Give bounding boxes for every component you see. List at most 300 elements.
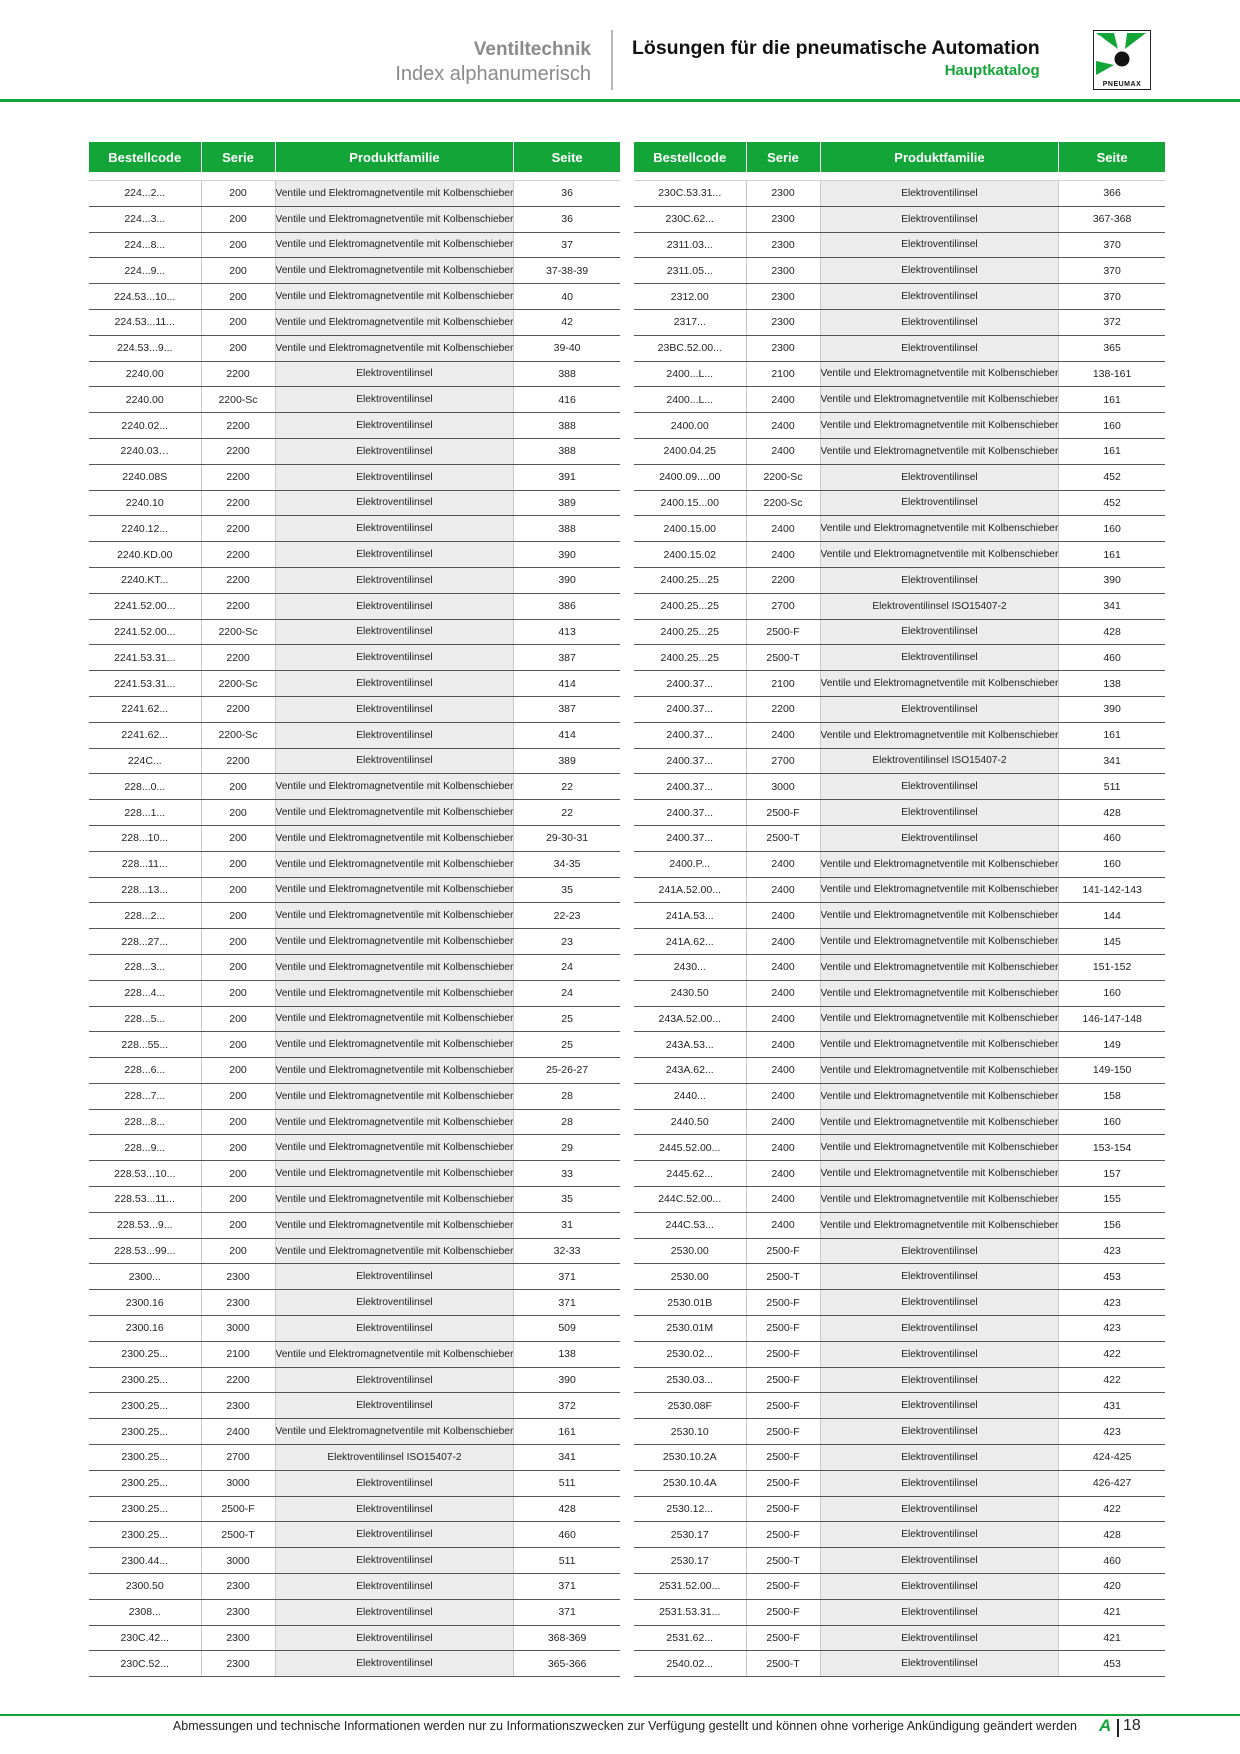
cell-page: 366	[1059, 181, 1165, 207]
cell-family: Elektroventilinsel	[820, 1548, 1059, 1574]
cell-code: 230C.62...	[634, 206, 746, 232]
cell-page: 388	[514, 361, 620, 387]
cell-series: 3000	[201, 1470, 275, 1496]
cell-series: 2300	[201, 1574, 275, 1600]
table-row	[634, 1341, 1165, 1367]
table-row	[89, 542, 620, 568]
cell-series: 200	[201, 1083, 275, 1109]
cell-code: 228...1...	[89, 800, 201, 826]
cell-page: 28	[514, 1109, 620, 1135]
table-row	[634, 1058, 1165, 1084]
cell-code: 228...13...	[89, 877, 201, 903]
cell-code: 2240.10	[89, 490, 201, 516]
cell-series: 200	[201, 1006, 275, 1032]
cell-series: 2200-Sc	[201, 387, 275, 413]
page-header	[0, 0, 1240, 104]
cell-page: 151-152	[1059, 954, 1165, 980]
cell-family: Elektroventilinsel	[820, 1651, 1059, 1677]
table-row	[89, 258, 620, 284]
cell-family: Elektroventilinsel	[820, 284, 1059, 310]
cell-code: 2308...	[89, 1599, 201, 1625]
table-row	[89, 1238, 620, 1264]
cell-family: Elektroventilinsel	[275, 567, 514, 593]
cell-series: 2400	[746, 903, 820, 929]
catalog-subtitle: Hauptkatalog	[944, 62, 1040, 79]
cell-code: 2400.P...	[634, 851, 746, 877]
logo-mark-icon	[1094, 31, 1149, 79]
cell-page: 387	[514, 696, 620, 722]
cell-page: 161	[514, 1419, 620, 1445]
cell-page: 422	[1059, 1496, 1165, 1522]
cell-page: 29	[514, 1135, 620, 1161]
cell-family: Ventile und Elektromagnetventile mit Kolbenschieber	[820, 877, 1059, 903]
cell-family: Ventile und Elektromagnetventile mit Kolbenschieber	[275, 774, 514, 800]
cell-series: 2200	[201, 748, 275, 774]
column-header-series: Serie	[746, 142, 820, 172]
cell-page: 33	[514, 1161, 620, 1187]
cell-family: Ventile und Elektromagnetventile mit Kolbenschieber	[275, 954, 514, 980]
cell-page: 423	[1059, 1238, 1165, 1264]
cell-code: 244C.52.00...	[634, 1187, 746, 1213]
cell-code: 2400.04.25	[634, 438, 746, 464]
cell-code: 241A.53...	[634, 903, 746, 929]
table-row	[634, 1470, 1165, 1496]
cell-page: 29-30-31	[514, 825, 620, 851]
cell-page: 36	[514, 206, 620, 232]
cell-page: 341	[1059, 748, 1165, 774]
cell-code: 2400.37...	[634, 800, 746, 826]
cell-code: 228.53...9...	[89, 1212, 201, 1238]
table-row	[89, 1522, 620, 1548]
table-row	[634, 232, 1165, 258]
cell-code: 2445.52.00...	[634, 1135, 746, 1161]
cell-family: Ventile und Elektromagnetventile mit Kolbenschieber	[820, 516, 1059, 542]
cell-page: 25	[514, 1006, 620, 1032]
cell-series: 200	[201, 1109, 275, 1135]
cell-code: 2240.08S	[89, 464, 201, 490]
cell-series: 2500-T	[746, 1264, 820, 1290]
cell-series: 2500-F	[746, 1290, 820, 1316]
cell-family: Elektroventilinsel	[820, 1264, 1059, 1290]
cell-series: 2200	[201, 490, 275, 516]
cell-page: 431	[1059, 1393, 1165, 1419]
cell-page: 25-26-27	[514, 1058, 620, 1084]
cell-code: 2530.10.2A	[634, 1445, 746, 1471]
cell-family: Ventile und Elektromagnetventile mit Kolbenschieber	[275, 232, 514, 258]
cell-code: 228...10...	[89, 825, 201, 851]
cell-series: 2200-Sc	[201, 619, 275, 645]
cell-family: Ventile und Elektromagnetventile mit Kolbenschieber	[275, 800, 514, 826]
cell-page: 390	[1059, 696, 1165, 722]
cell-code: 2311.05...	[634, 258, 746, 284]
cell-series: 2500-F	[746, 1496, 820, 1522]
cell-series: 2400	[746, 1006, 820, 1032]
cell-series: 2500-T	[746, 825, 820, 851]
cell-family: Elektroventilinsel	[275, 1651, 514, 1677]
table-row	[89, 903, 620, 929]
cell-page: 31	[514, 1212, 620, 1238]
cell-series: 2400	[746, 387, 820, 413]
cell-series: 2500-F	[746, 1316, 820, 1342]
cell-page: 138	[514, 1341, 620, 1367]
cell-page: 423	[1059, 1316, 1165, 1342]
cell-code: 2530.01B	[634, 1290, 746, 1316]
cell-family: Elektroventilinsel	[820, 1496, 1059, 1522]
table-row	[634, 825, 1165, 851]
cell-code: 2400.37...	[634, 774, 746, 800]
cell-series: 2300	[201, 1625, 275, 1651]
cell-page: 160	[1059, 851, 1165, 877]
cell-code: 2540.02...	[634, 1651, 746, 1677]
cell-family: Elektroventilinsel	[275, 542, 514, 568]
cell-code: 2300.50	[89, 1574, 201, 1600]
section-heading	[395, 38, 591, 86]
cell-page: 365-366	[514, 1651, 620, 1677]
cell-family: Elektroventilinsel	[820, 1290, 1059, 1316]
cell-family: Elektroventilinsel	[820, 206, 1059, 232]
cell-series: 2500-F	[746, 1599, 820, 1625]
cell-family: Elektroventilinsel	[820, 774, 1059, 800]
cell-code: 2300.25...	[89, 1496, 201, 1522]
cell-series: 2100	[746, 671, 820, 697]
cell-series: 2400	[746, 954, 820, 980]
table-row	[89, 1187, 620, 1213]
cell-code: 2241.62...	[89, 722, 201, 748]
cell-code: 224C...	[89, 748, 201, 774]
table-row	[89, 1212, 620, 1238]
cell-series: 2200-Sc	[201, 722, 275, 748]
cell-series: 200	[201, 1135, 275, 1161]
table-row	[89, 464, 620, 490]
page-number-divider	[1117, 1719, 1119, 1737]
cell-code: 2240.12...	[89, 516, 201, 542]
table-row	[89, 387, 620, 413]
table-row	[634, 774, 1165, 800]
cell-page: 390	[514, 567, 620, 593]
table-row	[634, 1574, 1165, 1600]
cell-series: 2500-F	[746, 1419, 820, 1445]
table-row	[89, 722, 620, 748]
cell-series: 2400	[746, 1032, 820, 1058]
cell-page: 145	[1059, 929, 1165, 955]
table-row	[89, 1470, 620, 1496]
cell-family: Elektroventilinsel	[820, 490, 1059, 516]
table-row	[89, 284, 620, 310]
cell-family: Elektroventilinsel	[820, 1574, 1059, 1600]
cell-code: 2300.16	[89, 1290, 201, 1316]
table-row	[634, 1419, 1165, 1445]
cell-family: Elektroventilinsel	[820, 1341, 1059, 1367]
cell-code: 2445.62...	[634, 1161, 746, 1187]
cell-code: 244C.53...	[634, 1212, 746, 1238]
cell-page: 160	[1059, 980, 1165, 1006]
cell-code: 2400.37...	[634, 696, 746, 722]
table-row	[634, 1316, 1165, 1342]
cell-page: 460	[1059, 645, 1165, 671]
cell-page: 22	[514, 800, 620, 826]
cell-page: 413	[514, 619, 620, 645]
cell-code: 2400...L...	[634, 387, 746, 413]
catalog-heading	[632, 36, 1040, 81]
table-row	[89, 232, 620, 258]
cell-code: 2400.15.02	[634, 542, 746, 568]
cell-family: Ventile und Elektromagnetventile mit Kolbenschieber	[275, 1341, 514, 1367]
cell-family: Ventile und Elektromagnetventile mit Kolbenschieber	[820, 980, 1059, 1006]
cell-code: 2300.25...	[89, 1341, 201, 1367]
table-row	[89, 980, 620, 1006]
page-section-letter: A	[1099, 1716, 1112, 1735]
column-header-family: Produktfamilie	[275, 142, 514, 172]
cell-family: Elektroventilinsel	[820, 619, 1059, 645]
cell-series: 2400	[746, 516, 820, 542]
cell-family: Elektroventilinsel	[820, 1238, 1059, 1264]
cell-family: Elektroventilinsel	[820, 1522, 1059, 1548]
cell-page: 421	[1059, 1599, 1165, 1625]
cell-family: Ventile und Elektromagnetventile mit Kolbenschieber	[820, 1006, 1059, 1032]
cell-code: 2312.00	[634, 284, 746, 310]
table-row	[634, 593, 1165, 619]
cell-family: Ventile und Elektromagnetventile mit Kolbenschieber	[275, 1032, 514, 1058]
table-row	[89, 1264, 620, 1290]
cell-code: 2530.00	[634, 1264, 746, 1290]
cell-page: 160	[1059, 413, 1165, 439]
cell-series: 2400	[746, 1109, 820, 1135]
cell-series: 200	[201, 877, 275, 903]
cell-code: 230C.42...	[89, 1625, 201, 1651]
cell-series: 2300	[201, 1393, 275, 1419]
cell-page: 149-150	[1059, 1058, 1165, 1084]
cell-page: 141-142-143	[1059, 877, 1165, 903]
cell-code: 2400.37...	[634, 671, 746, 697]
section-subtitle: Index alphanumerisch	[395, 63, 591, 85]
table-row	[89, 438, 620, 464]
table-row	[89, 825, 620, 851]
cell-family: Elektroventilinsel	[275, 1316, 514, 1342]
cell-family: Elektroventilinsel	[275, 1470, 514, 1496]
cell-family: Elektroventilinsel	[275, 438, 514, 464]
cell-series: 2400	[746, 851, 820, 877]
cell-family: Elektroventilinsel ISO15407-2	[820, 748, 1059, 774]
column-header-code: Bestellcode	[634, 142, 746, 172]
cell-page: 423	[1059, 1290, 1165, 1316]
cell-code: 2241.52.00...	[89, 593, 201, 619]
header-divider	[611, 30, 613, 90]
cell-page: 138	[1059, 671, 1165, 697]
cell-page: 22	[514, 774, 620, 800]
table-row	[89, 696, 620, 722]
cell-family: Elektroventilinsel	[820, 696, 1059, 722]
cell-code: 2530.00	[634, 1238, 746, 1264]
cell-page: 388	[514, 438, 620, 464]
header-rule	[0, 99, 1240, 102]
table-row	[634, 309, 1165, 335]
cell-code: 2530.12...	[634, 1496, 746, 1522]
table-row	[89, 1161, 620, 1187]
cell-code: 228...0...	[89, 774, 201, 800]
cell-series: 2200	[201, 567, 275, 593]
table-row	[89, 1290, 620, 1316]
cell-code: 230C.52...	[89, 1651, 201, 1677]
cell-family: Elektroventilinsel	[275, 490, 514, 516]
table-row	[634, 671, 1165, 697]
table-row	[634, 722, 1165, 748]
cell-family: Elektroventilinsel	[275, 671, 514, 697]
cell-code: 2300.25...	[89, 1470, 201, 1496]
cell-family: Ventile und Elektromagnetventile mit Kolbenschieber	[275, 1187, 514, 1213]
table-row	[89, 774, 620, 800]
table-row	[634, 516, 1165, 542]
cell-code: 2400.37...	[634, 825, 746, 851]
cell-family: Ventile und Elektromagnetventile mit Kolbenschieber	[820, 851, 1059, 877]
table-row	[89, 1367, 620, 1393]
cell-page: 24	[514, 954, 620, 980]
table-body	[634, 181, 1165, 1677]
cell-page: 40	[514, 284, 620, 310]
cell-code: 2317...	[634, 309, 746, 335]
cell-page: 424-425	[1059, 1445, 1165, 1471]
cell-family: Elektroventilinsel	[275, 1625, 514, 1651]
cell-family: Elektroventilinsel	[820, 1419, 1059, 1445]
cell-code: 2241.52.00...	[89, 619, 201, 645]
cell-code: 2241.62...	[89, 696, 201, 722]
cell-page: 426-427	[1059, 1470, 1165, 1496]
cell-series: 2500-T	[746, 1651, 820, 1677]
cell-series: 2500-F	[746, 1625, 820, 1651]
cell-family: Ventile und Elektromagnetventile mit Kolbenschieber	[275, 1058, 514, 1084]
table-row	[89, 1599, 620, 1625]
cell-family: Elektroventilinsel	[275, 1548, 514, 1574]
table-row	[634, 1625, 1165, 1651]
cell-code: 2400.25...25	[634, 645, 746, 671]
table-row	[89, 1496, 620, 1522]
cell-family: Ventile und Elektromagnetventile mit Kolbenschieber	[275, 1238, 514, 1264]
table-row	[89, 877, 620, 903]
table-row	[634, 206, 1165, 232]
table-row	[634, 645, 1165, 671]
cell-page: 28	[514, 1083, 620, 1109]
cell-code: 2530.17	[634, 1548, 746, 1574]
cell-series: 2400	[746, 1187, 820, 1213]
cell-page: 460	[514, 1522, 620, 1548]
cell-family: Elektroventilinsel	[275, 1496, 514, 1522]
cell-series: 200	[201, 284, 275, 310]
table-row	[89, 413, 620, 439]
cell-family: Ventile und Elektromagnetventile mit Kolbenschieber	[820, 1187, 1059, 1213]
footer-rule	[0, 1714, 1240, 1716]
table-row	[634, 1187, 1165, 1213]
column-header-page: Seite	[1059, 142, 1165, 172]
table-row	[89, 309, 620, 335]
cell-code: 2530.10	[634, 1419, 746, 1445]
cell-page: 24	[514, 980, 620, 1006]
cell-page: 422	[1059, 1367, 1165, 1393]
cell-family: Elektroventilinsel	[275, 1599, 514, 1625]
cell-family: Elektroventilinsel	[820, 464, 1059, 490]
cell-family: Ventile und Elektromagnetventile mit Kolbenschieber	[275, 181, 514, 207]
table-row	[634, 1006, 1165, 1032]
cell-code: 2300.25...	[89, 1393, 201, 1419]
cell-code: 23BC.52.00...	[634, 335, 746, 361]
cell-family: Elektroventilinsel	[820, 258, 1059, 284]
cell-family: Elektroventilinsel	[275, 748, 514, 774]
column-header-family: Produktfamilie	[820, 142, 1059, 172]
cell-page: 146-147-148	[1059, 1006, 1165, 1032]
cell-family: Elektroventilinsel ISO15407-2	[820, 593, 1059, 619]
cell-code: 2241.53.31...	[89, 671, 201, 697]
cell-code: 2300.25...	[89, 1445, 201, 1471]
cell-code: 2400.09....00	[634, 464, 746, 490]
table-row	[89, 748, 620, 774]
cell-series: 2300	[746, 181, 820, 207]
cell-series: 2200	[746, 696, 820, 722]
cell-page: 389	[514, 490, 620, 516]
cell-page: 390	[514, 1367, 620, 1393]
cell-code: 2531.62...	[634, 1625, 746, 1651]
cell-page: 390	[1059, 567, 1165, 593]
cell-page: 387	[514, 645, 620, 671]
column-header-page: Seite	[514, 142, 620, 172]
table-row	[89, 1135, 620, 1161]
table-row	[634, 1161, 1165, 1187]
cell-page: 32-33	[514, 1238, 620, 1264]
cell-series: 2200	[201, 542, 275, 568]
table-row	[634, 335, 1165, 361]
cell-family: Elektroventilinsel	[820, 181, 1059, 207]
cell-code: 2400.25...25	[634, 619, 746, 645]
cell-code: 228...11...	[89, 851, 201, 877]
column-header-code: Bestellcode	[89, 142, 201, 172]
cell-series: 2200	[201, 413, 275, 439]
cell-family: Elektroventilinsel	[275, 464, 514, 490]
cell-code: 2240.00	[89, 387, 201, 413]
cell-family: Ventile und Elektromagnetventile mit Kolbenschieber	[820, 387, 1059, 413]
cell-series: 2200	[201, 696, 275, 722]
table-row	[634, 567, 1165, 593]
table-row	[89, 206, 620, 232]
cell-page: 153-154	[1059, 1135, 1165, 1161]
cell-code: 228...8...	[89, 1109, 201, 1135]
cell-series: 200	[201, 181, 275, 207]
table-row	[634, 387, 1165, 413]
cell-family: Elektroventilinsel	[275, 696, 514, 722]
cell-family: Elektroventilinsel	[820, 1625, 1059, 1651]
cell-series: 2300	[746, 206, 820, 232]
cell-page: 157	[1059, 1161, 1165, 1187]
cell-code: 2241.53.31...	[89, 645, 201, 671]
cell-family: Ventile und Elektromagnetventile mit Kolbenschieber	[820, 903, 1059, 929]
cell-page: 452	[1059, 490, 1165, 516]
cell-series: 3000	[746, 774, 820, 800]
cell-code: 2300...	[89, 1264, 201, 1290]
cell-code: 228...9...	[89, 1135, 201, 1161]
cell-series: 2500-T	[746, 1548, 820, 1574]
cell-family: Ventile und Elektromagnetventile mit Kolbenschieber	[275, 980, 514, 1006]
table-row	[634, 954, 1165, 980]
cell-series: 2200-Sc	[746, 490, 820, 516]
table-row	[89, 567, 620, 593]
table-row	[89, 954, 620, 980]
cell-code: 2400.00	[634, 413, 746, 439]
table-row	[634, 490, 1165, 516]
cell-code: 224.53...9...	[89, 335, 201, 361]
cell-page: 149	[1059, 1032, 1165, 1058]
cell-page: 35	[514, 1187, 620, 1213]
cell-series: 2300	[201, 1264, 275, 1290]
cell-page: 160	[1059, 1109, 1165, 1135]
table-row	[634, 284, 1165, 310]
table-row	[634, 1083, 1165, 1109]
table-row	[634, 1264, 1165, 1290]
